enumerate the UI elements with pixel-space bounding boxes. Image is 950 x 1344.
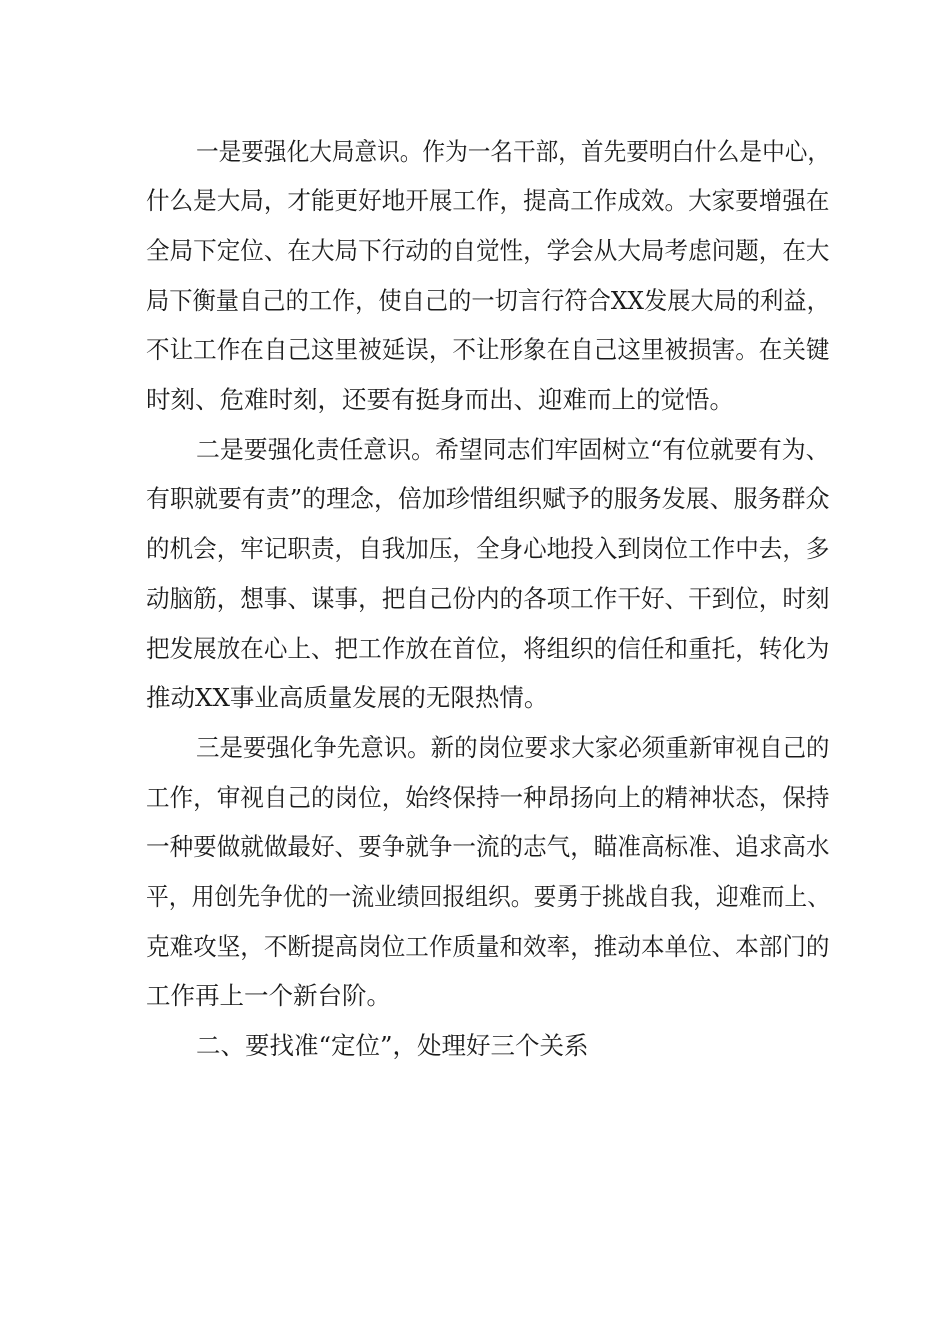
paragraph-3-line-5: 克难攻坚，不断提高岗位工作质量和效率，推动本单位、本部门的 [146,932,830,961]
paragraph-1-line-3: 全局下定位、在大局下行动的自觉性，学会从大局考虑问题，在大 [146,236,830,265]
section-heading-line: 二、要找准“定位”，处理好三个关系 [196,1031,589,1060]
paragraph-2-line-3: 的机会，牢记职责，自我加压，全身心地投入到岗位工作中去，多 [146,534,830,563]
paragraph-3-line-1: 三是要强化争先意识。新的岗位要求大家必须重新审视自己的 [196,733,830,762]
paragraph-1-line-4: 局下衡量自己的工作，使自己的一切言行符合XX发展大局的利益， [146,286,830,315]
paragraph-1-line-2: 什么是大局，才能更好地开展工作，提高工作成效。大家要增强在 [146,186,830,215]
paragraph-2-line-1: 二是要强化责任意识。希望同志们牢固树立“有位就要有为、 [196,435,830,464]
paragraph-3-line-4: 平，用创先争优的一流业绩回报组织。要勇于挑战自我，迎难而上、 [146,882,830,911]
paragraph-1-line-5: 不让工作在自己这里被延误，不让形象在自己这里被损害。在关键 [146,335,830,364]
paragraph-2-line-2: 有职就要有责”的理念，倍加珍惜组织赋予的服务发展、服务群众 [146,484,830,513]
paragraph-2-line-6: 推动XX事业高质量发展的无限热情。 [146,683,549,712]
paragraph-1-line-6: 时刻、危难时刻，还要有挺身而出、迎难而上的觉悟。 [146,385,734,414]
paragraph-3-line-6: 工作再上一个新台阶。 [146,981,391,1010]
paragraph-3-line-2: 工作，审视自己的岗位，始终保持一种昂扬向上的精神状态，保持 [146,783,830,812]
paragraph-3-line-3: 一种要做就做最好、要争就争一流的志气，瞄准高标准、追求高水 [146,832,830,861]
paragraph-1-line-1: 一是要强化大局意识。作为一名干部，首先要明白什么是中心， [196,137,831,166]
paragraph-2-line-5: 把发展放在心上、把工作放在首位，将组织的信任和重托，转化为 [146,634,830,663]
paragraph-2-line-4: 动脑筋，想事、谋事，把自己份内的各项工作干好、干到位，时刻 [146,584,830,613]
